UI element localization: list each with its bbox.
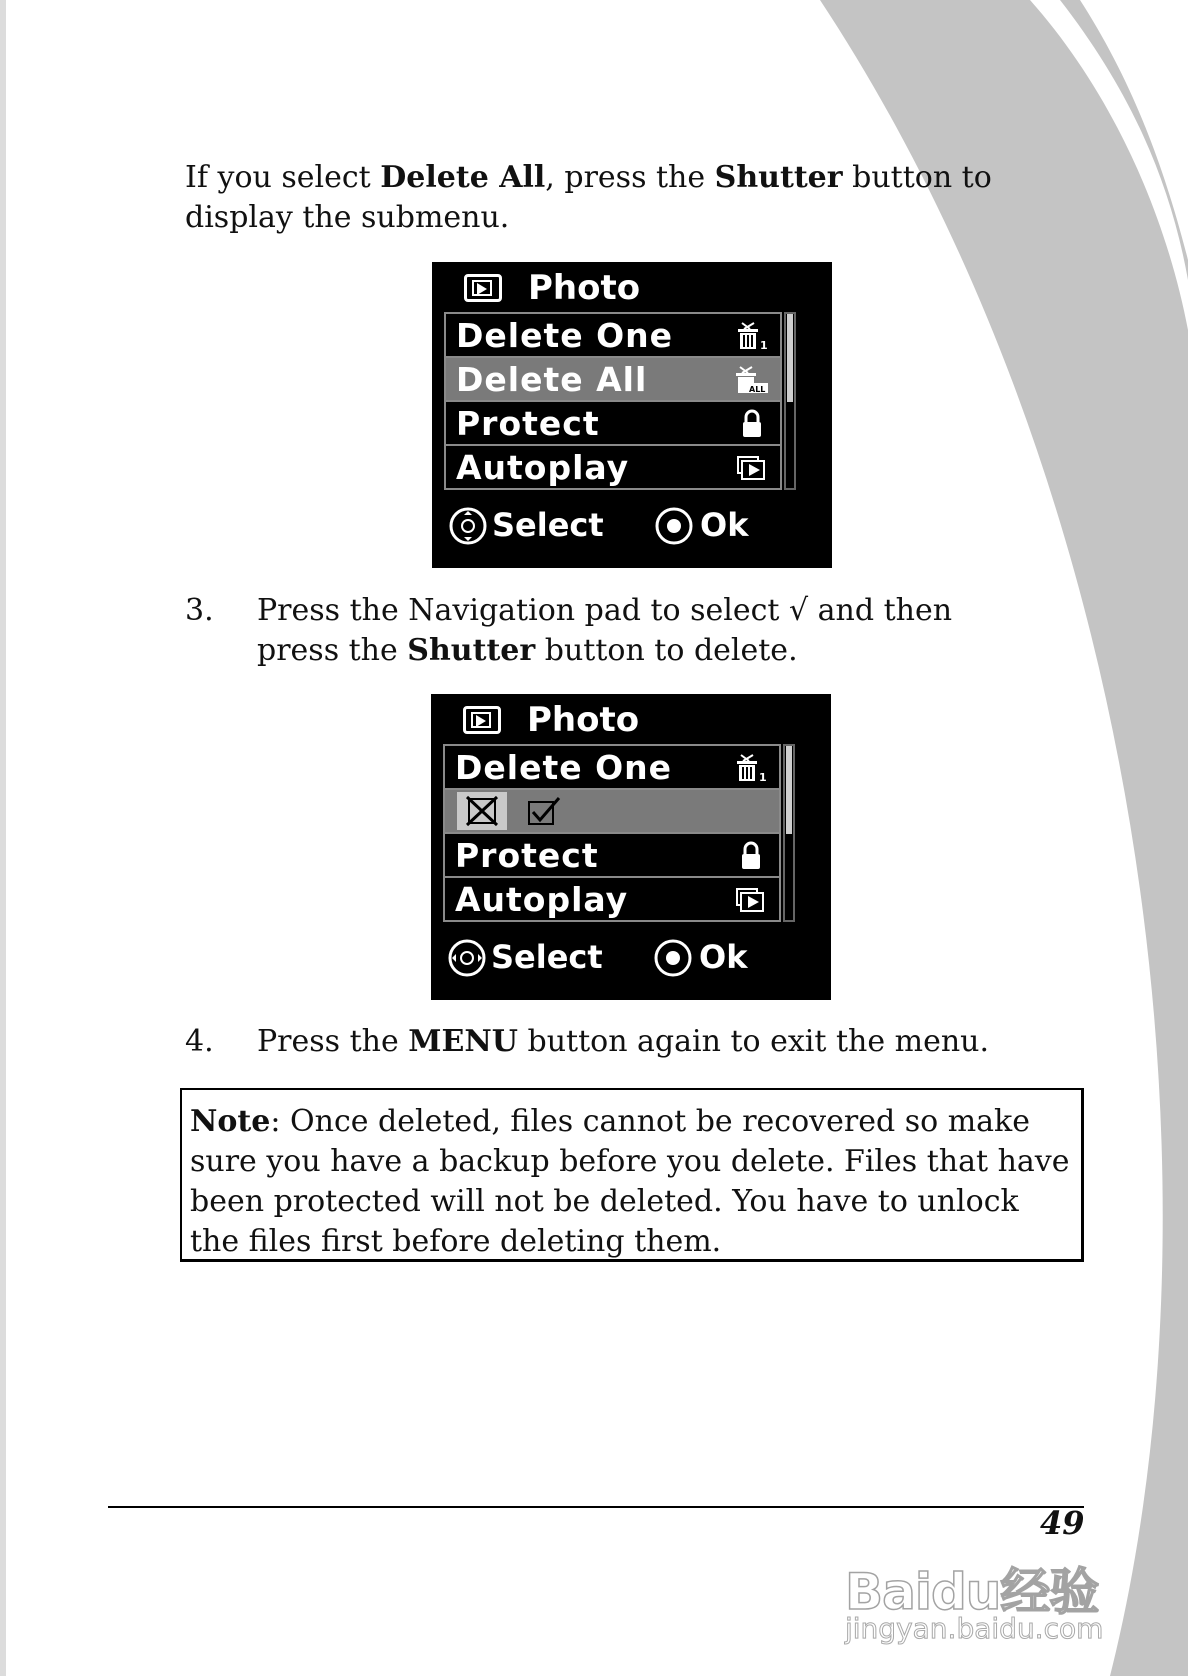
intro-paragraph: If you select Delete All, press the Shutter button to display the submenu. [185, 160, 992, 235]
ok-button-icon [654, 506, 694, 546]
menu-item-autoplay[interactable] [444, 444, 782, 490]
step-text: Press the MENU button again to exit the menu. [257, 1024, 990, 1059]
menu-item-delete-one[interactable] [444, 312, 782, 356]
menu-scrollbar[interactable] [783, 744, 795, 922]
slideshow-icon [736, 453, 768, 483]
navigation-pad-icon [447, 938, 487, 978]
confirm-option[interactable] [519, 792, 569, 830]
menu-item-autoplay[interactable] [443, 876, 781, 922]
menu-title-bar [432, 262, 832, 312]
menu-list [444, 312, 782, 490]
menu-footer [431, 930, 831, 990]
footer-select-label: Select [491, 938, 603, 976]
step-4 [185, 1022, 1085, 1066]
footer-rule [108, 1506, 1084, 1508]
lock-icon [735, 841, 767, 871]
watermark-url: jingyan.baidu.com [845, 1612, 1104, 1645]
watermark-brand: Baidu经验 [845, 1563, 1099, 1621]
step-3 [185, 591, 1085, 681]
menu-list [443, 744, 781, 922]
confirm-check-icon [519, 792, 569, 830]
menu-title: Photo [528, 268, 641, 308]
baidu-watermark [845, 1528, 1115, 1648]
playback-icon [464, 274, 502, 302]
step-text: Press the Navigation pad to select √ and then press the Shutter button to delete. [257, 593, 953, 668]
menu-item-protect[interactable] [443, 832, 781, 876]
menu-item-label: Protect [456, 404, 600, 443]
footer-ok-label: Ok [700, 506, 749, 544]
scrollbar-thumb[interactable] [787, 314, 793, 402]
playback-icon [463, 706, 501, 734]
footer-ok-label: Ok [699, 938, 748, 976]
menu-item-label: Delete All [456, 360, 648, 399]
lock-icon [736, 409, 768, 439]
camera-menu-screen-1 [432, 262, 832, 568]
menu-item-delete-one[interactable] [443, 744, 781, 788]
menu-item-protect[interactable] [444, 400, 782, 444]
cancel-option[interactable] [457, 792, 507, 830]
page-number: 49 [1040, 1504, 1085, 1542]
cancel-x-icon [457, 792, 507, 830]
menu-item-label: Autoplay [456, 448, 630, 487]
menu-footer [432, 498, 832, 558]
svg-text:1: 1 [759, 771, 767, 783]
navigation-pad-icon [448, 506, 488, 546]
note-box [180, 1088, 1084, 1262]
delete-all-icon [736, 365, 768, 395]
menu-item-label: Delete One [455, 748, 673, 787]
menu-title: Photo [527, 700, 640, 740]
footer-select-label: Select [492, 506, 604, 544]
menu-item-label: Autoplay [455, 880, 629, 919]
menu-scrollbar[interactable] [784, 312, 796, 490]
menu-item-label: Delete One [456, 316, 674, 355]
ok-button-icon [653, 938, 693, 978]
scrollbar-thumb[interactable] [786, 746, 792, 834]
svg-text:ALL: ALL [749, 385, 766, 394]
note-label: Note [190, 1104, 271, 1139]
delete-one-icon [736, 321, 768, 351]
delete-one-icon [735, 753, 767, 783]
menu-item-label: Protect [455, 836, 599, 875]
menu-title-bar [431, 694, 831, 744]
slideshow-icon [735, 885, 767, 915]
svg-text:1: 1 [760, 339, 768, 351]
step-number: 4. [185, 1024, 214, 1059]
step-number: 3. [185, 593, 214, 628]
delete-all-confirm-row [443, 788, 781, 832]
camera-menu-screen-2 [431, 694, 831, 1000]
menu-item-delete-all[interactable] [444, 356, 782, 400]
note-text: : Once deleted, files cannot be recovered so make sure you have a backup before you delete. Files that have been protected will not be deleted. You have to unlock the files first before deleting them. [190, 1104, 1070, 1259]
